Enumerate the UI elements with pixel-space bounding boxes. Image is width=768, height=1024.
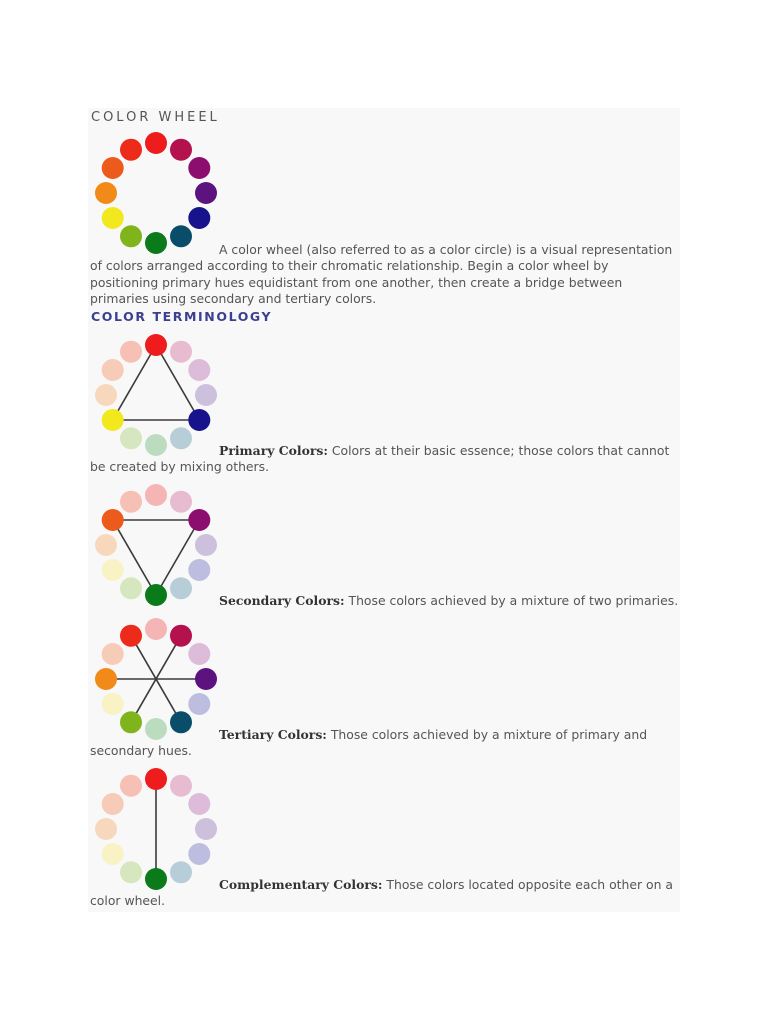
color-dot — [145, 132, 167, 154]
color-dot — [195, 818, 217, 840]
color-dot — [188, 793, 210, 815]
color-dot — [188, 509, 210, 531]
tertiary-colors-text: Those colors achieved by a mixture of primary and secondary hues. — [90, 727, 648, 759]
complementary-colors-paragraph — [90, 877, 680, 910]
page-title: COLOR WHEEL — [91, 110, 220, 125]
color-dot — [188, 207, 210, 229]
primary-colors-paragraph — [90, 443, 680, 476]
color-dot — [95, 818, 117, 840]
color-dot — [188, 559, 210, 581]
color-dot — [95, 668, 117, 690]
color-dot — [120, 341, 142, 363]
secondary-colors-text: Those colors achieved by a mixture of two primaries. — [344, 593, 679, 608]
primary-colors-wheel-image — [88, 330, 218, 460]
color-dot — [188, 409, 210, 431]
color-dot — [188, 157, 210, 179]
color-dot — [102, 559, 124, 581]
color-dot — [145, 334, 167, 356]
color-dot — [170, 775, 192, 797]
secondary-colors-paragraph — [90, 593, 680, 609]
color-dot — [102, 793, 124, 815]
color-dot — [102, 643, 124, 665]
color-dot — [145, 768, 167, 790]
color-dot — [170, 139, 192, 161]
color-wheel-image — [88, 128, 218, 258]
color-dot — [102, 157, 124, 179]
color-dot — [188, 843, 210, 865]
intro-paragraph — [90, 242, 680, 308]
secondary-colors-wheel-image — [88, 480, 218, 610]
tertiary-colors-label: Tertiary Colors: — [219, 727, 327, 742]
color-dot — [170, 625, 192, 647]
color-dot — [102, 409, 124, 431]
color-dot — [188, 643, 210, 665]
color-dot — [170, 491, 192, 513]
color-dot — [145, 484, 167, 506]
color-dot — [120, 625, 142, 647]
color-dot — [102, 359, 124, 381]
complementary-colors-wheel-image — [88, 764, 218, 894]
color-dot — [95, 384, 117, 406]
color-dot — [120, 491, 142, 513]
color-dot — [195, 182, 217, 204]
color-dot — [145, 618, 167, 640]
color-dot — [95, 182, 117, 204]
section-heading: COLOR TERMINOLOGY — [91, 309, 273, 324]
color-dot — [102, 843, 124, 865]
color-dot — [95, 534, 117, 556]
color-dot — [195, 668, 217, 690]
tertiary-colors-wheel-image — [88, 614, 218, 744]
complementary-colors-label: Complementary Colors: — [219, 877, 383, 892]
color-dot — [195, 384, 217, 406]
color-dot — [120, 139, 142, 161]
color-dot — [102, 693, 124, 715]
tertiary-colors-paragraph — [90, 727, 680, 760]
color-dot — [102, 207, 124, 229]
color-dot — [120, 775, 142, 797]
color-dot — [188, 693, 210, 715]
intro-text: A color wheel (also referred to as a color circle) is a visual representation of colors arranged according to their chromatic relationship. Begin a color wheel by positioning primary hues equidistant from one another, then create a bridge between primaries using secondary and tertiary colors. — [90, 242, 673, 307]
color-dot — [195, 534, 217, 556]
secondary-colors-label: Secondary Colors: — [219, 593, 345, 608]
color-dot — [170, 341, 192, 363]
color-dot — [188, 359, 210, 381]
document-page — [88, 108, 680, 912]
primary-colors-text: Colors at their basic essence; those colors that cannot be created by mixing others. — [90, 443, 670, 475]
color-dot — [102, 509, 124, 531]
primary-colors-label: Primary Colors: — [219, 443, 328, 458]
complementary-colors-text: Those colors located opposite each other on a color wheel. — [90, 877, 673, 909]
